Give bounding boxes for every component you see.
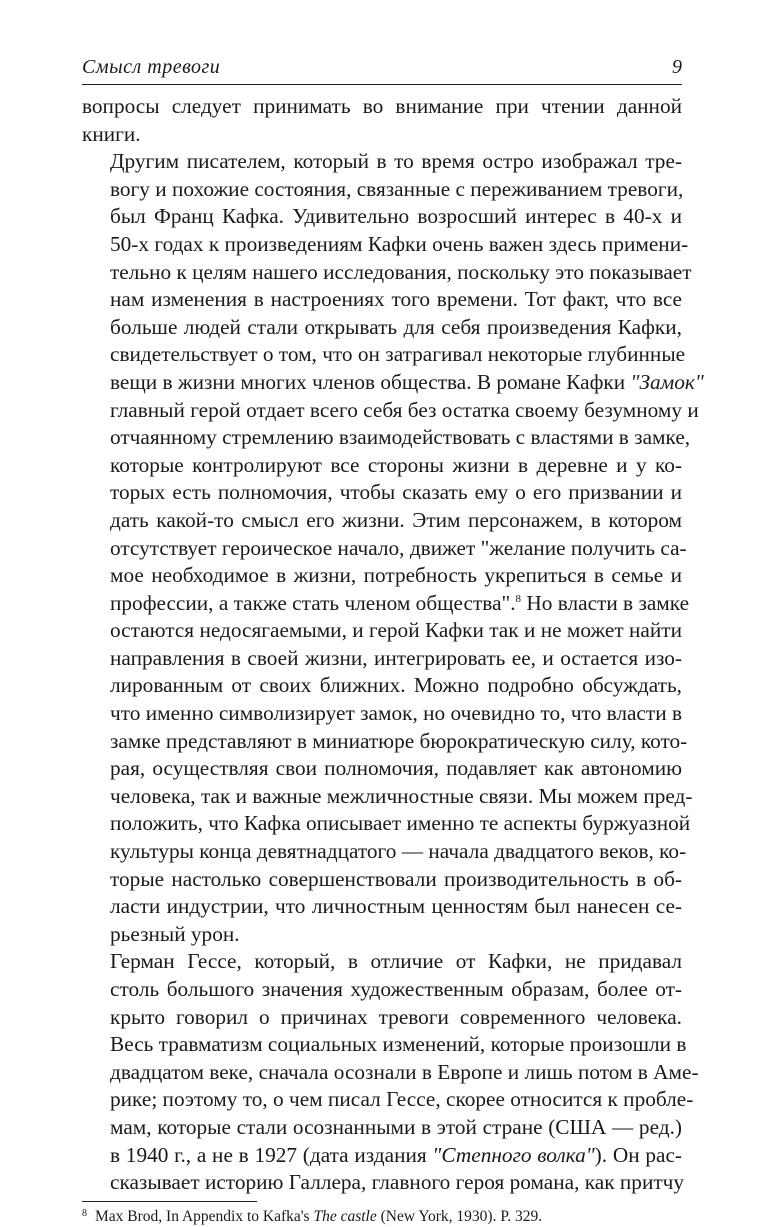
text-line: мам, которые стали осознанными в этой стране (США — ред.) [110,1114,682,1139]
text-line: вогу и похожие состояния, связанные с переживанием тревоги, [110,176,684,201]
text-line: тельно к целям нашего исследования, поскольку это показывает [110,259,692,284]
text-line: рая, осуществляя свои полномочия, подавляет как автономию [110,756,682,781]
running-header [82,56,682,85]
text-line: столь большого значения художественным образам, более от- [110,977,682,1001]
text-line: что именно символизирует замок, но очевидно то, что власти в [110,701,682,726]
footnote-rule [82,1201,257,1202]
text-line: главный герой отдает всего себя без остатка своему безумному и [110,397,699,422]
text-line: культуры конца девятнадцатого — начала двадцатого веков, ко- [110,839,687,864]
text-line: дать какой-то смысл его жизни. Этим персонажем, в котором [110,507,682,532]
text-line: Другим писателем, который в то время остро изображал тре- [110,149,682,174]
text-line: книги. [82,121,141,146]
text-line: лированным от своих ближних. Можно подробно обсуждать, [110,673,682,698]
text-line: отсутствует героическое начало, движет "желание получить са- [110,535,687,560]
text-line: рьезный урон. [110,921,240,946]
text-line: мое необходимое в жизни, потребность укрепиться в семье и [110,563,682,588]
text-line: торых есть полномочия, чтобы сказать ему о его призвании и [110,480,682,505]
text-line: положить, что Кафка описывает именно те аспекты буржуазной [110,811,691,836]
text-line: Герман Гессе, который, в отличие от Кафки, не придавал [110,949,682,974]
text-line: был Франц Кафка. Удивительно возросший интерес в 40-х и [110,204,682,229]
text-line: Весь травматизм социальных изменений, которые произошли в [110,1032,687,1057]
footnote-marker: 8 [82,1207,87,1219]
paragraph [82,148,704,948]
text-line: свидетельствует о том, что он затрагивал некоторые глубинные [110,342,686,367]
paragraph [82,93,682,148]
italic-title: "Замок" [630,369,704,394]
footnote-text-before: Max Brod, In Appendix to Kafka's [95,1207,314,1225]
book-page [82,56,704,1227]
footnote-book-title: The castle [313,1207,377,1225]
text-line: нам изменения в настроениях того времени. Тот факт, что все [110,287,682,312]
text-line: в 1940 г., а не в 1927 (дата издания "Степного волка"). Он рас- [110,1142,682,1167]
italic-title: "Степного волка" [432,1142,595,1167]
footnote-reference: 8 [515,592,522,605]
text-line: профессии, а также стать членом общества".$^8$ Но власти в замке [110,590,690,615]
text-line: направления в своей жизни, интегрировать ее, и остается изо- [110,645,682,670]
footnote-text-after: (New York, 1930). P. 329. [376,1207,543,1225]
running-title: Смысл тревоги [82,56,221,78]
page-number: 9 [672,56,682,78]
text-line: торые настолько совершенствовали производительность в об- [110,866,682,891]
text-line: человека, так и важные межличностные связи. Мы можем пред- [110,783,693,808]
text-line: рике; поэтому то, о чем писал Гессе, скорее относится к пробле- [110,1087,694,1112]
text-line: двадцатом веке, сначала осознали в Европе и лишь потом в Аме- [110,1059,699,1084]
text-line: замке представляют в миниатюре бюрократическую силу, кото- [110,728,688,753]
text-line: 50-х годах к произведениям Кафки очень важен здесь примени- [110,231,689,256]
text-line: ласти индустрии, что личностным ценностям был нанесен се- [110,894,682,919]
text-line: остаются недосягаемыми, и герой Кафки так и не может найти [110,618,682,643]
text-line: крыто говорил о причинах тревоги современного человека. [110,1004,682,1029]
text-line: вещи в жизни многих членов общества. В романе Кафки "Замок" [110,369,704,394]
text-line: вопросы следует принимать во внимание при чтении данной [82,94,682,118]
text-line: которые контролируют все стороны жизни в деревне и у ко- [110,452,682,477]
text-line: отчаянному стремлению взаимодействовать с властями в замке, [110,425,691,450]
text-line: больше людей стали открывать для себя произведения Кафки, [110,314,682,339]
footnote [82,1204,682,1227]
text-line: сказывает историю Галлера, главного героя романа, как притчу [110,1170,685,1195]
paragraph [82,948,699,1196]
body-text [82,93,704,1197]
